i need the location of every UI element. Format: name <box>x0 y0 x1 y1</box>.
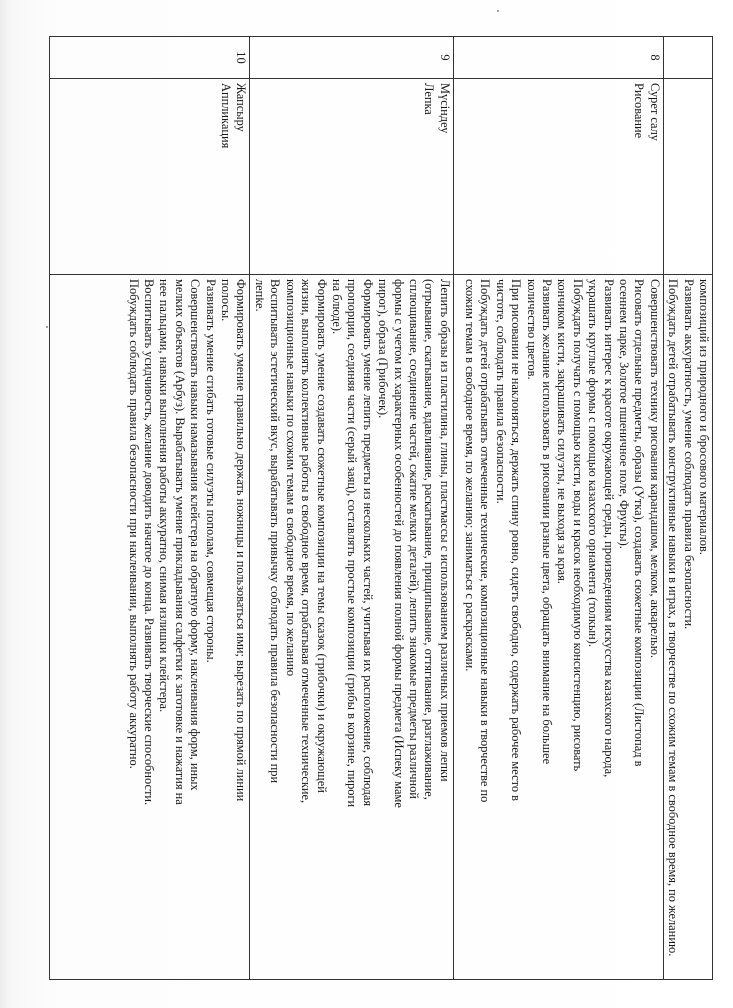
content-line: формы с учетом их характерных особенностей до появления полной формы предмета (Испеку маме <box>391 279 406 808</box>
rotated-document <box>77 36 713 980</box>
row-number: 8 <box>453 37 663 79</box>
activity-title-kz: Сурет салу <box>647 83 662 141</box>
activity-title-ru: Аппликация <box>219 83 234 149</box>
content-line: Рисовать отдельные предметы, образы (Утка), создавать сюжетные композиции (Листопад в <box>632 279 647 767</box>
content-line: Побуждать детей отрабатывать отмеченные технические, композиционные навыки в творчестве по <box>478 279 493 803</box>
row-number: 9 <box>250 37 453 79</box>
content-cell <box>50 275 250 980</box>
content-line: Побуждать детей отрабатывать конструктивные навыки в играх, в творчестве по схожим темам в свободное время, по желанию. <box>666 279 681 957</box>
activity-title-kz: Мүсіндеу <box>437 83 452 134</box>
content-cell <box>663 275 712 980</box>
content-line: пропорции, соединяя части (серый заяц), составлять простые композиции (грибы в корзине, пироги <box>345 279 360 808</box>
content-line: чистоте, соблюдать правила безопасности. <box>493 279 508 504</box>
content-cell <box>453 275 663 980</box>
content-line: Лепить образы из пластилина, глины, пластмассы с использованием различных приемов лепки <box>437 279 452 782</box>
table-row <box>50 37 250 980</box>
content-line: пирог), образа (Грибочек). <box>376 279 391 419</box>
activity-cell <box>50 79 250 275</box>
activity-title-kz: Жапсыру <box>234 83 249 132</box>
scan-speck <box>46 326 48 328</box>
content-line: мелких объектов (Арбуз). Вырабатывать умение прикладывания салфетки к заготовке и нажатия на <box>172 279 187 805</box>
content-line: сплющивание, соединение частей, сжатие мелких деталей), лепить знакомые предметы различной <box>406 279 421 799</box>
content-line: Воспитывать усидчивость, желание доводить начатое до конца. Развивать творческие способности. <box>142 279 157 806</box>
content-line: осеннем парке, Золотое пшеничное поле, Фрукты). <box>616 279 631 549</box>
activity-title-ru: Рисование <box>632 83 647 139</box>
content-line: Развивать интерес к красоте окружающей среды, произведениям искусства казахского народа, <box>601 279 616 778</box>
curriculum-table <box>50 36 714 980</box>
content-line: Побуждать соблюдать правила безопасности при наклеивании, выполнять работу аккуратно. <box>126 279 141 769</box>
content-line: жизни, выполнять коллективные работы в свободное время, отрабатывая отмеченные технические, <box>299 279 314 804</box>
content-line: Развивать аккуратность, умение соблюдать правила безопасности. <box>681 279 696 630</box>
content-line: Воспитывать эстетический вкус, вырабатывать привычку соблюдать правила безопасности при <box>268 279 283 784</box>
content-line: Формировать умение лепить предметы из нескольких частей, учитывая их расположение, соблюдая <box>360 279 375 807</box>
content-line: Совершенствовать навыки намазывания клейстера на обратную форму, наклеивания форм, иных <box>188 279 203 791</box>
content-line: Побуждать получать с помощью кисти, воды и красок необходимую консистенцию, рисовать <box>570 279 585 772</box>
content-line: украшать круглые формы с помощью казахского орнамента (толкын). <box>586 279 601 648</box>
content-line: При рисовании не наклоняться, держать спину ровно, сидеть свободно, содержать рабочее место в <box>509 279 524 801</box>
content-line: схожим темам в свободное время, по желанию; заниматься с раскрасками. <box>462 279 477 672</box>
activity-cell <box>663 79 712 275</box>
content-line: композиций из природного и бросового материалов. <box>697 279 711 555</box>
content-line: Развивать умение сгибать готовые силуэты пополам, совмещая стороны. <box>203 279 218 663</box>
content-line: Совершенствовать технику рисования карандашом, мелком, акварелью. <box>647 279 662 659</box>
content-line: Формировать умение создавать сюжетные композиции на темы сказок (грибочки) и окружающей <box>314 279 329 793</box>
content-line: (отрывание, скатывание, вдавливание, раскатывание, прищипывание, оттягивание, разглаживание, <box>422 279 437 800</box>
scan-speck <box>497 10 499 12</box>
content-line: Развивать желание использовать в рисовании разные цвета, обращать внимание на большее <box>539 279 554 765</box>
row-number: 10 <box>50 37 250 79</box>
activity-cell <box>250 79 453 275</box>
content-line: композиционные навыки по схожим темам в свободное время, по желанию <box>283 279 298 677</box>
content-line: полосы. <box>219 279 234 322</box>
number-cell <box>663 37 712 79</box>
table-row-continuation <box>663 37 712 980</box>
content-line: кончиком кисти, закрашивать силуэты, не выходя за края. <box>555 279 570 584</box>
activity-cell <box>453 79 663 275</box>
content-line: Формировать умение правильно держать ножницы и пользоваться ими; вырезать по прямой линии <box>234 279 249 802</box>
table-row <box>250 37 453 980</box>
activity-title-ru: Лепка <box>422 83 437 115</box>
content-line: лепке. <box>252 279 267 312</box>
content-line: количество цветов. <box>524 279 539 380</box>
content-line: нее пальцами, навыки выполнения работы аккуратно, снимая излишки клейстера. <box>157 279 172 713</box>
table-row <box>453 37 663 980</box>
content-line: на блюде). <box>329 279 344 335</box>
content-cell <box>250 275 453 980</box>
